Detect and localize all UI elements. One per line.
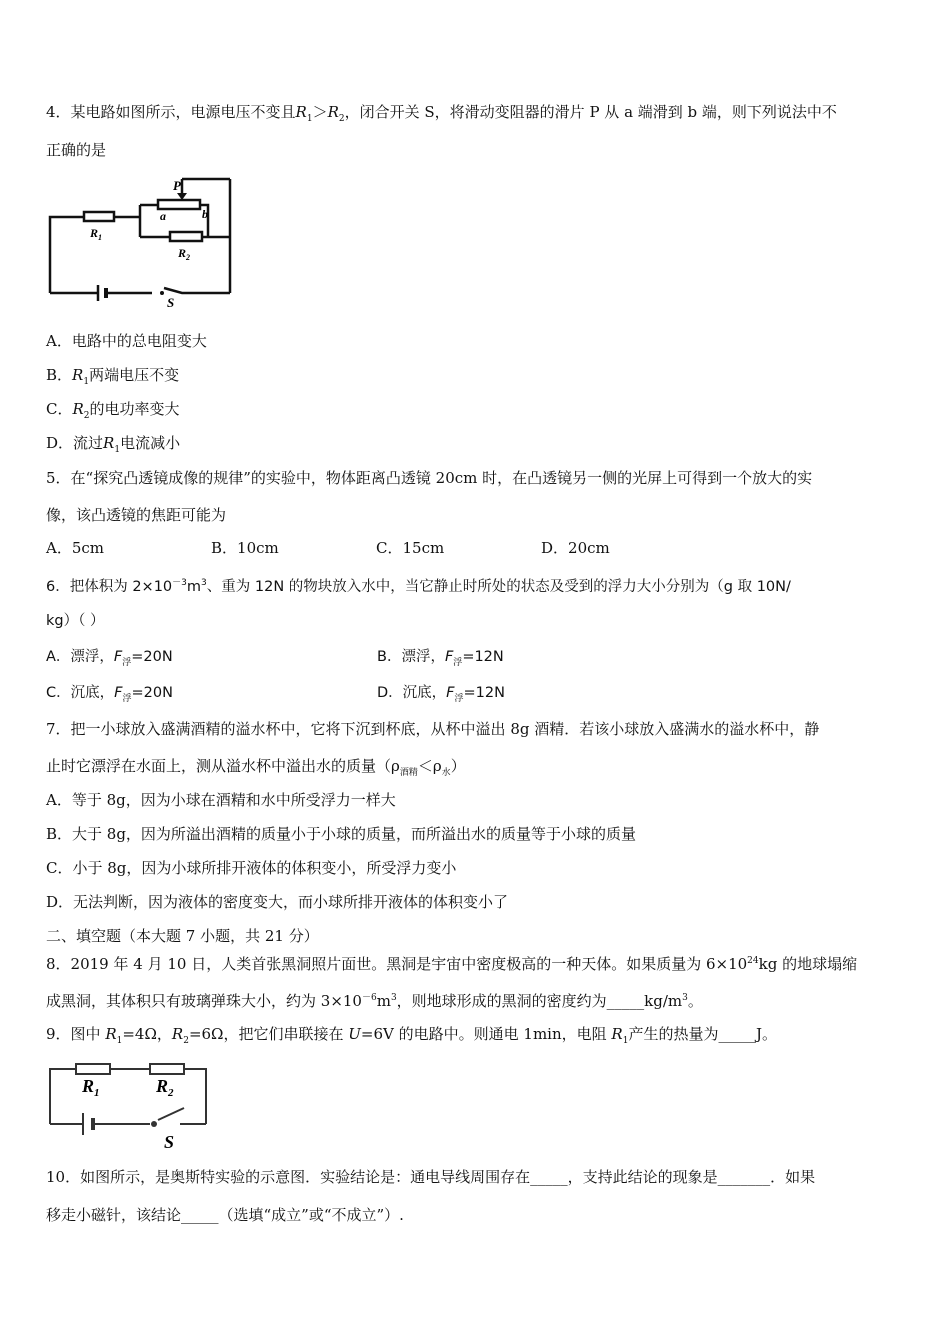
q4-label-b: b (202, 207, 208, 221)
q9-label-r1: $R_1$ (82, 1076, 100, 1099)
q6-option-d: D．沉底，$F_浮=12N$ (377, 685, 505, 704)
q5-stem-line1: 5．在“探究凸透镜成像的规律”的实验中，物体距离凸透镜 20cm 时，在凸透镜另一侧的光屏上可得到一个放大的实 (46, 469, 813, 487)
q7-option-a: A．等于 8g，因为小球在酒精和水中所受浮力一样大 (46, 791, 396, 809)
q9-r1-resistor (76, 1064, 110, 1074)
q6-option-c: C．沉底，$F_浮=20N$ (46, 685, 173, 704)
q7-stem-line2: 止时它漂浮在水面上，测从溢水杯中溢出水的质量$(\rho_{酒精}<\rho_水)$ (46, 757, 466, 778)
q8-stem-line1: 8．2019 年 4 月 10 日，人类首张黑洞照片面世。黑洞是宇宙中密度极高的一种天体。如果质量为 $6\times 10^{24}kg$ 的地球塌缩 (46, 955, 858, 973)
section-heading: 二、填空题（本大题 7 小题，共 21 分） (46, 927, 319, 945)
q9-stem: 9．图中 $R_1=4\Omega$，$R_2=6\Omega$，把它们串联接在 U=6V 的电路中。则通电 1min，电阻 $R_1$产生的热量为_____J。 (46, 1025, 777, 1046)
q7-option-c: C．小于 8g，因为小球所排开液体的体积变小，所受浮力变小 (46, 859, 457, 877)
q4-option-b: B．$R_1$两端电压不变 (46, 366, 180, 387)
q5-stem-line2: 像，该凸透镜的焦距可能为 (46, 506, 227, 524)
q6-option-b: B．漂浮，$F_浮=12N$ (377, 649, 504, 668)
q4-label-r2: $R_2$ (178, 246, 191, 262)
q9-switch (151, 1121, 157, 1127)
q7-option-b: B．大于 8g，因为所溢出酒精的质量小于小球的质量，而所溢出水的质量等于小球的质量 (46, 825, 636, 843)
q5-option-b: B．10cm (211, 539, 279, 557)
q8-stem-line2: 成黑洞，其体积只有玻璃弹珠大小，约为 $3\times 10^{-6}m^3$，则地球形成的黑洞的密度约为$\_\_\_\_\_kg/m^3$。 (46, 992, 703, 1010)
q4-option-a: A．电路中的总电阻变大 (46, 332, 207, 350)
q5-option-c: C．15cm (376, 539, 445, 557)
q4-label-a: a (160, 209, 166, 223)
q9-r2-resistor (150, 1064, 184, 1074)
q4-switch (160, 291, 164, 295)
q4-r2-resistor (170, 232, 202, 241)
q10-stem-line1: 10．如图所示，是奥斯特实验的示意图．实验结论是：通电导线周围存在_____，支持此结论的现象是_______．如果 (46, 1168, 816, 1186)
q4-label-s: S (167, 295, 175, 310)
q5-option-d: D．20cm (541, 539, 610, 557)
q6-option-a: A．漂浮，$F_浮=20N$ (46, 649, 173, 668)
q7-option-d: D．无法判断，因为液体的密度变大，而小球所排开液体的体积变小了 (46, 893, 509, 911)
q9-circuit-diagram (46, 1058, 214, 1153)
q4-option-d: D．流过$R_1$电流减小 (46, 434, 181, 455)
q4-stem-line2: 正确的是 (46, 141, 107, 159)
q4-rheostat (158, 200, 200, 209)
q5-option-a: A．5cm (46, 539, 105, 557)
q6-stem-line2: kg）（ ） (46, 613, 105, 629)
q4-stem-line1: 4．某电路如图所示，电源电压不变且$R_1>R_2$，闭合开关 S，将滑动变阻器的滑片 P 从 a 端滑到 b 端，则下列说法中不 (46, 103, 837, 124)
q9-label-s: S (164, 1132, 175, 1152)
q4-label-p: P (173, 178, 181, 193)
q4-r1-resistor (84, 212, 114, 221)
q10-stem-line2: 移走小磁针，该结论_____（选填“成立”或“不成立”）. (46, 1206, 404, 1224)
q4-option-c: C．$R_2$的电功率变大 (46, 400, 180, 421)
q7-stem-line1: 7．把一小球放入盛满酒精的溢水杯中，它将下沉到杯底，从杯中溢出 8g 酒精．若该小球放入盛满水的溢水杯中，静 (46, 720, 820, 738)
q4-circuit-diagram (46, 175, 241, 310)
q6-stem-line1: 6．把体积为 $2\times 10^{-3}m^3$、重为 12N 的物块放入水中，当它静止时所处的状态及受到的浮力大小分别为（g 取 10N/ (46, 578, 791, 595)
q9-label-r2: $R_2$ (156, 1076, 174, 1099)
q4-label-r1: $R_1$ (90, 226, 103, 242)
